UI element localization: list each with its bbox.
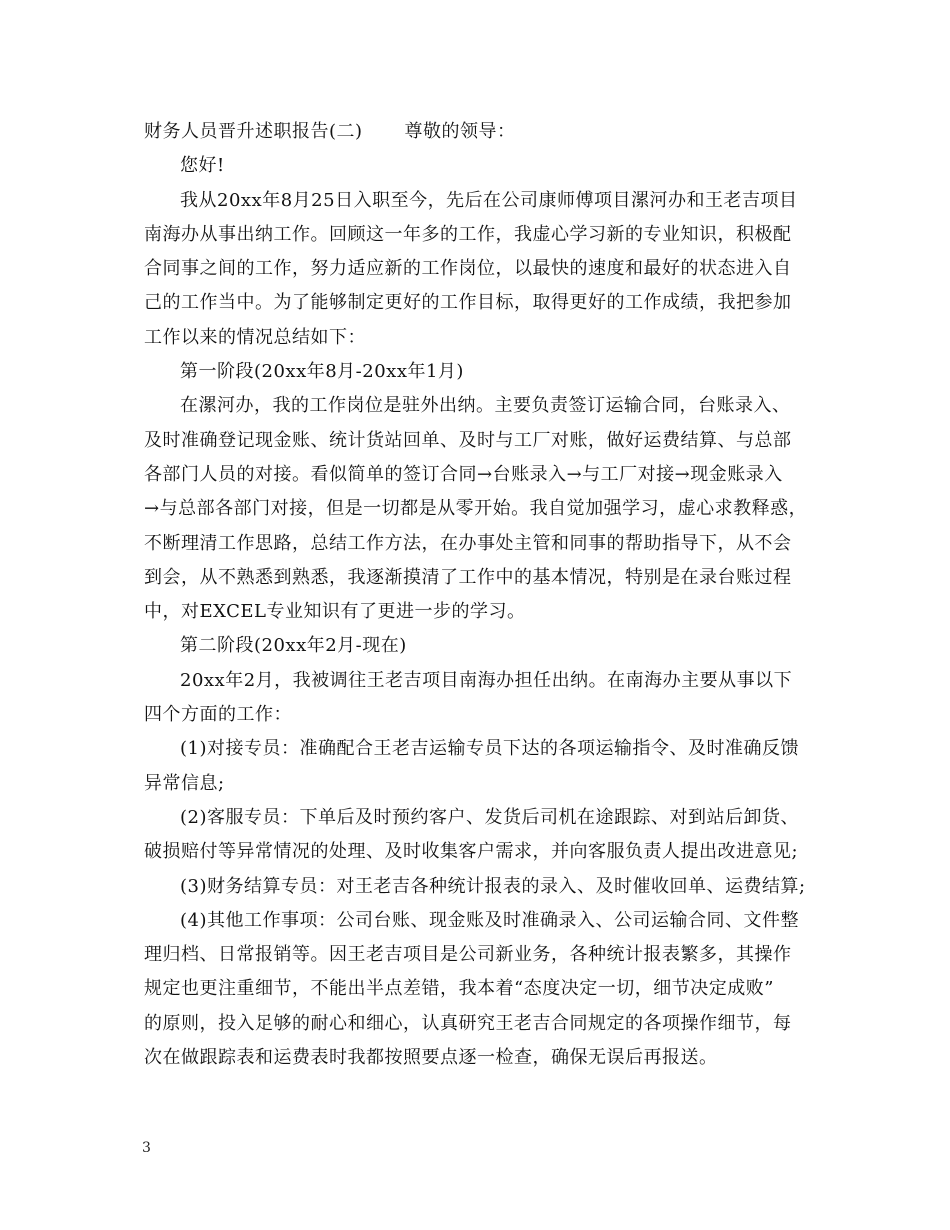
document-title: 财务人员晋升述职报告(二) (144, 121, 363, 142)
page-number: 3 (142, 1140, 151, 1156)
paragraph-line: 破损赔付等异常情况的处理、及时收集客户需求，并向客服负责人提出改进意见; (144, 841, 799, 863)
paragraph-line: 我从20xx年8月25日入职至今，先后在公司康师傅项目漯河办和王老吉项目 (180, 189, 798, 211)
paragraph-line: 第一阶段(20xx年8月-20xx年1月) (180, 361, 464, 383)
paragraph-line: (3)财务结算专员：对王老吉各种统计报表的录入、及时催收回单、运费结算; (180, 875, 806, 897)
paragraph-line: 四个方面的工作： (144, 704, 292, 726)
paragraph-line: 合同事之间的工作，努力适应新的工作岗位，以最快的速度和最好的状态进入自 (144, 258, 792, 280)
paragraph-line: 的原则，投入足够的耐心和细心，认真研究王老吉合同规定的各项操作细节，每 (144, 1012, 792, 1034)
paragraph-line: 不断理清工作思路，总结工作方法，在办事处主管和同事的帮助指导下，从不会 (144, 532, 792, 554)
paragraph-line: (1)对接专员：准确配合王老吉运输专员下达的各项运输指令、及时准确反馈 (180, 738, 799, 760)
paragraph-line: (2)客服专员：下单后及时预约客户、发货后司机在途跟踪、对到站后卸货、 (180, 806, 799, 828)
paragraph-line: 及时准确登记现金账、统计货站回单、及时与工厂对账，做好运费结算、与总部 (144, 429, 792, 451)
paragraph-line: 20xx年2月，我被调往王老吉项目南海办担任出纳。在南海办主要从事以下 (180, 669, 793, 691)
paragraph-line: 中，对EXCEL专业知识有了更进一步的学习。 (144, 601, 526, 623)
title-line (144, 115, 822, 149)
paragraph-line: 南海办从事出纳工作。回顾这一年多的工作，我虚心学习新的专业知识，积极配 (144, 223, 792, 245)
document-body (144, 115, 822, 1075)
paragraph-line: (4)其他工作事项：公司台账、现金账及时准确录入、公司运输合同、文件整 (180, 909, 799, 931)
paragraph-line: 理归档、日常报销等。因王老吉项目是公司新业务，各种统计报表繁多，其操作 (144, 944, 792, 966)
paragraph-line: 您好! (180, 155, 225, 177)
paragraph-line: 次在做跟踪表和运费表时我都按照要点逐一检查，确保无误后再报送。 (144, 1047, 718, 1069)
salutation: 尊敬的领导： (404, 121, 516, 142)
paragraph-line: 异常信息; (144, 772, 225, 794)
paragraph-line: 己的工作当中。为了能够制定更好的工作目标，取得更好的工作成绩，我把参加 (144, 292, 792, 314)
paragraph-line: 工作以来的情况总结如下： (144, 326, 366, 348)
paragraph-line: 在漯河办，我的工作岗位是驻外出纳。主要负责签订运输合同，台账录入、 (180, 395, 791, 417)
paragraph-line: 到会，从不熟悉到熟悉，我逐渐摸清了工作中的基本情况，特别是在录台账过程 (144, 566, 792, 588)
paragraph-line: 各部门人员的对接。看似简单的签订合同→台账录入→与工厂对接→现金账录入 (144, 463, 783, 485)
paragraph-line: 第二阶段(20xx年2月-现在) (180, 635, 407, 657)
paragraph-line: →与总部各部门对接，但是一切都是从零开始。我自觉加强学习，虚心求教释惑， (144, 498, 808, 520)
paragraph-line: 规定也更注重细节，不能出半点差错，我本着“态度决定一切，细节决定成败” (144, 978, 774, 1000)
